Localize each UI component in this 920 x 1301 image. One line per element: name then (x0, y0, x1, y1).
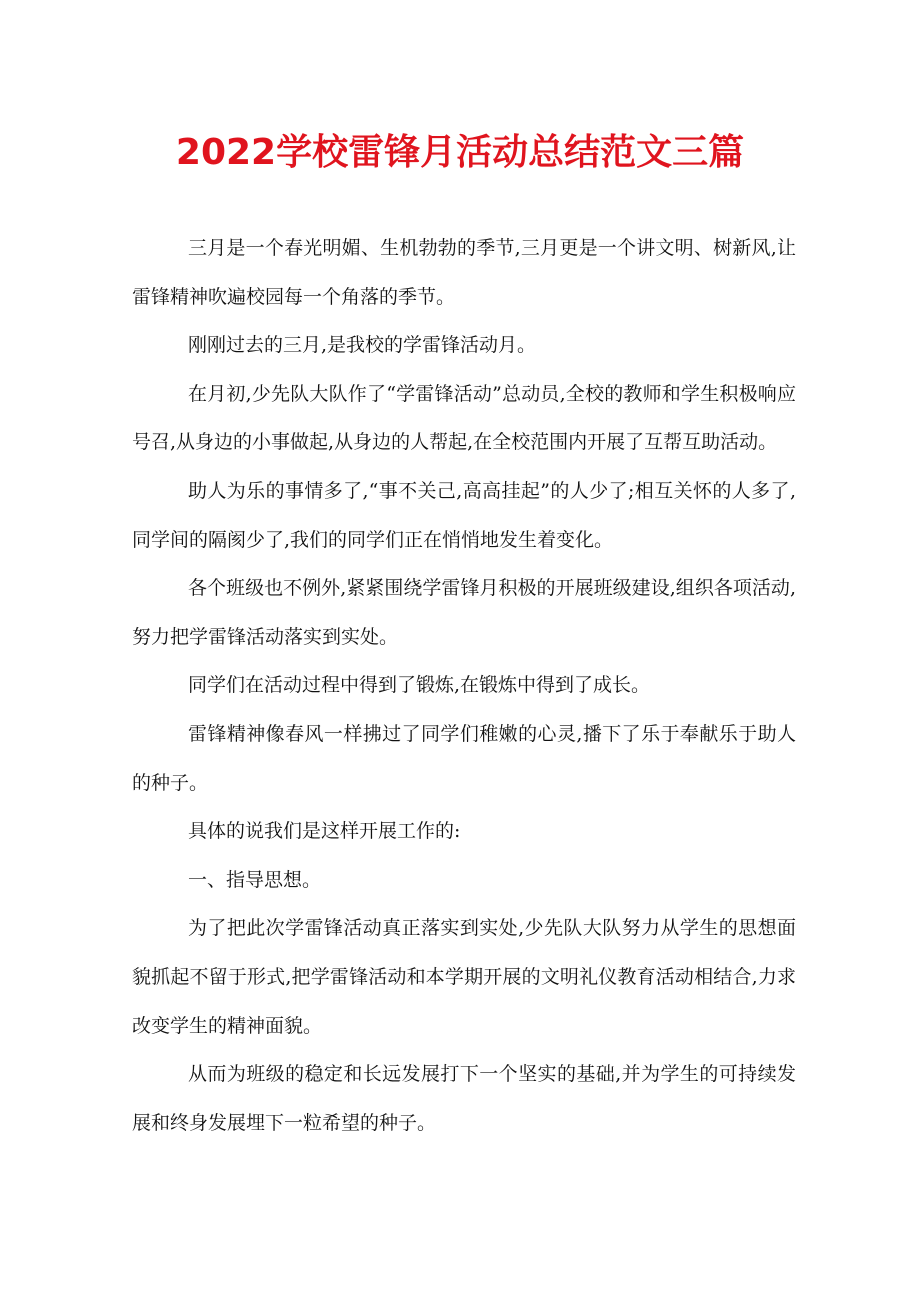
paragraph: 雷锋精神像春风一样拂过了同学们稚嫩的心灵,播下了乐于奉献乐于助人的种子。 (132, 722, 796, 794)
section-heading: 一、指导思想。 (188, 868, 322, 891)
paragraph: 刚刚过去的三月,是我校的学雷锋活动月。 (188, 334, 537, 357)
paragraph: 同学们在活动过程中得到了锻炼,在锻炼中得到了成长。 (188, 674, 651, 697)
paragraph: 在月初,少先队大队作了“学雷锋活动”总动员,全校的教师和学生积极响应号召,从身边的小事做起,从身边的人帮起,在全校范围内开展了互帮互助活动。 (132, 382, 796, 454)
paragraph: 从而为班级的稳定和长远发展打下一个坚实的基础,并为学生的可持续发展和终身发展埋下一粒希望的种子。 (132, 1063, 796, 1134)
paragraph: 具体的说我们是这样开展工作的: (188, 820, 461, 843)
paragraph: 助人为乐的事情多了,“事不关己,高高挂起”的人少了;相互关怀的人多了,同学间的隔阂少了,我们的同学们正在悄悄地发生着变化。 (132, 479, 796, 551)
paragraph: 各个班级也不例外,紧紧围绕学雷锋月积极的开展班级建设,组织各项活动,努力把学雷锋活动落实到实处。 (132, 577, 796, 648)
paragraph: 三月是一个春光明媚、生机勃勃的季节,三月更是一个讲文明、树新风,让雷锋精神吹遍校园每一个角落的季节。 (132, 237, 796, 308)
document-title: 2022学校雷锋月活动总结范文三篇 (175, 132, 745, 173)
paragraph: 为了把此次学雷锋活动真正落实到实处,少先队大队努力从学生的思想面貌抓起不留于形式,把学雷锋活动和本学期开展的文明礼仪教育活动相结合,力求改变学生的精神面貌。 (132, 917, 796, 1037)
document-body (132, 224, 796, 1147)
